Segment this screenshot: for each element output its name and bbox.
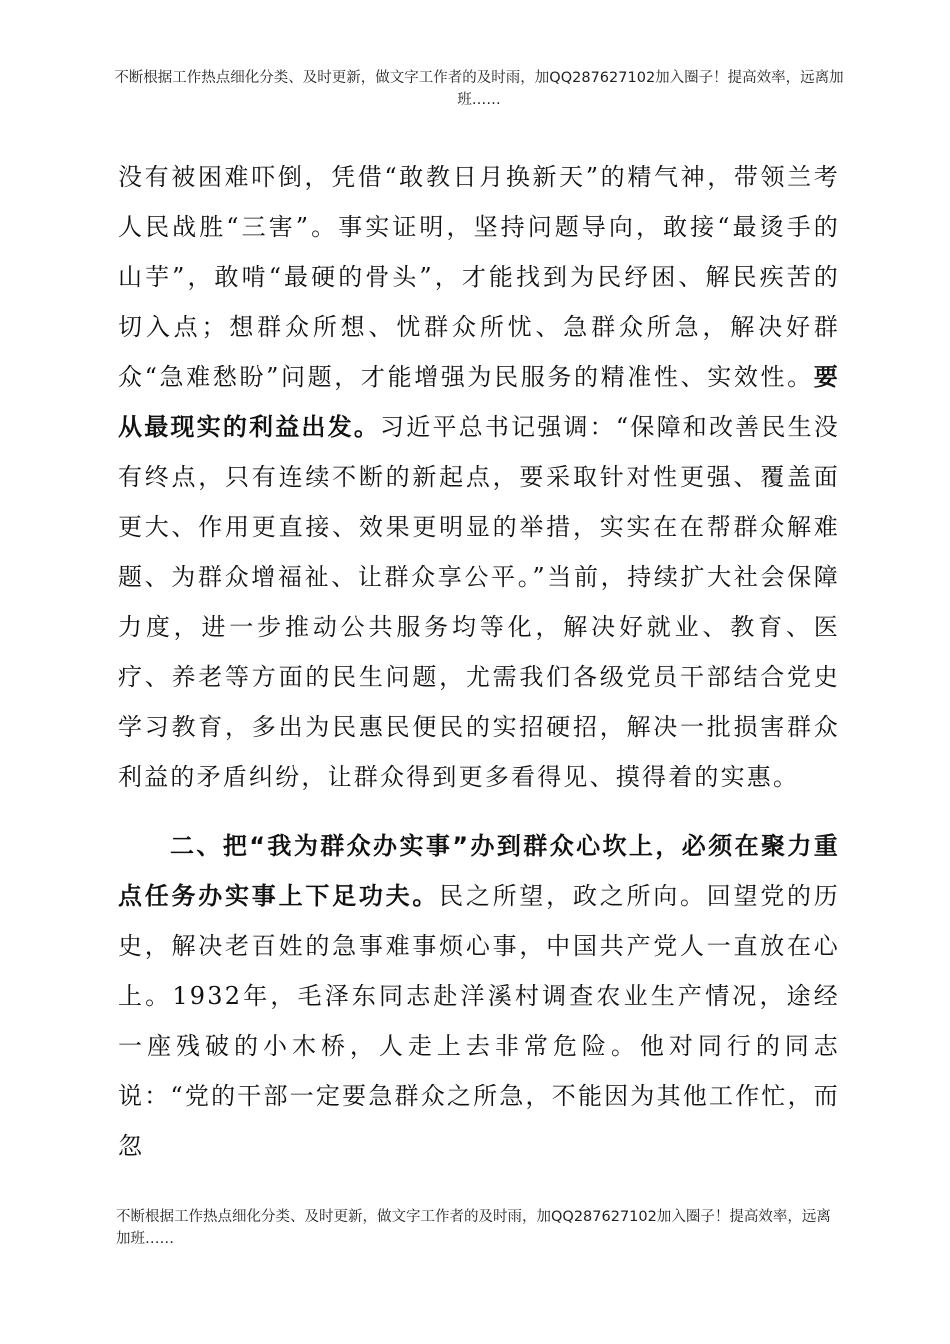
paragraph-1-bold-phrase: 要从最现实的利益出发。 bbox=[118, 363, 840, 441]
paragraph-1 bbox=[118, 152, 840, 802]
paragraph-1-text-a: 没有被困难吓倒，凭借“敢教日月换新天”的精气神，带领兰考人民战胜“三害”。事实证明，坚持问题导向，敢接“最烫手的山芋”，敢啃“最硬的骨头”，才能找到为民纾困、解民疾苦的切入点；想群众所想、忧群众所忧、急群众所急，解决好群众“急难愁盼”问题，才能增强为民服务的精准性、实效性。 bbox=[118, 163, 840, 391]
page-header: 不断根据工作热点细化分类、及时更新，做文字工作者的及时雨，加QQ287627102加入圈子！提高效率，远离加班…… bbox=[114, 70, 844, 108]
document-body bbox=[118, 152, 840, 1171]
page-footer: 不断根据工作热点细化分类、及时更新，做文字工作者的及时雨，加QQ287627102加入圈子！提高效率，远离加班…… bbox=[116, 1209, 831, 1247]
paragraph-2-text: 民之所望，政之所向。回望党的历史，解决老百姓的急事难事烦心事，中国共产党人一直放在心上。1932年，毛泽东同志赴洋溪村调查农业生产情况，途经一座残破的小木桥，人走上去非常危险。他对同行的同志说：“党的干部一定要急群众之所急，不能因为其他工作忙，而忽 bbox=[118, 882, 840, 1160]
paragraph-1-text-b: 习近平总书记强调：“保障和改善民生没有终点，只有连续不断的新起点，要采取针对性更强、覆盖面更大、作用更直接、效果更明显的举措，实实在在帮群众解难题、为群众增福祉、让群众享公平。”当前，持续扩大社会保障力度，进一步推动公共服务均等化，解决好就业、教育、医疗、养老等方面的民生问题，尤需我们各级党员干部结合党史学习教育，多出为民惠民便民的实招硬招，解决一批损害群众利益的矛盾纠纷，让群众得到更多看得见、摸得着的实惠。 bbox=[118, 413, 840, 791]
paragraph-2 bbox=[118, 821, 840, 1171]
section-heading-2: 二、把“我为群众办实事”办到群众心坎上，必须在聚力重点任务办实事上下足功夫。 bbox=[118, 832, 840, 910]
